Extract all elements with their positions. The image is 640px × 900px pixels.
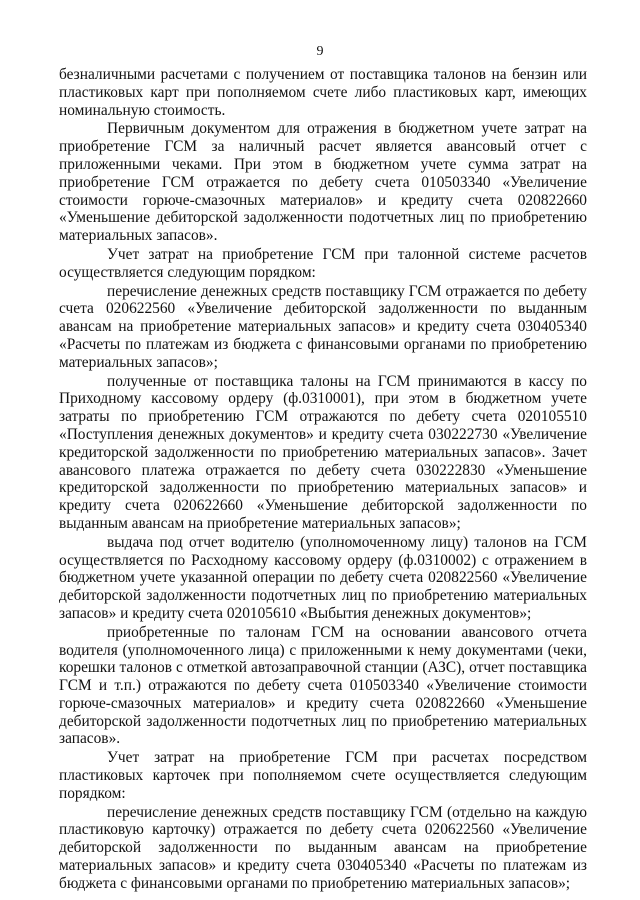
paragraph-card-transfer: перечисление денежных средств поставщику ГСМ (отдельно на каждую пластиковую карточку) отражается по дебету счета 020622560 «Увеличение дебиторской задолженности по выданным авансам на приобретение материальных запасов» и кредиту счета 030405340 «Расчеты по платежам из бюджета с финансовыми органами по приобретению материальных запасов»;: [59, 803, 587, 892]
paragraph-coupons-received: полученные от поставщика талоны на ГСМ принимаются в кассу по Приходному кассовому ордеру (ф.0310001), при этом в бюджетном учете затраты по приобретению ГСМ отражаются по дебету счета 020105510 «Поступления денежных документов» и кредиту счета 030222730 «Увеличение кредиторской задолженности по приобретению материальных запасов». Зачет авансового платежа отражается по дебету счета 030222830 «Уменьшение кредиторской задолженности по приобретению материальных запасов» и кредиту счета 020622660 «Уменьшение дебиторской задолженности по выданным авансам на приобретение материальных запасов»;: [59, 372, 587, 532]
paragraph-fuel-purchased: приобретенные по талонам ГСМ на основании авансового отчета водителя (уполномоченного лица) с приложенными к нему документами (чеки, корешки талонов с отметкой автозаправочной станции (АЗС), отчет поставщика ГСМ и т.п.) отражаются по дебету счета 010503340 «Увеличение стоимости горюче-смазочных материалов» и кредиту счета 020822660 «Уменьшение дебиторской задолженности подотчетных лиц по приобретению материальных запасов».: [59, 623, 587, 748]
paragraph-continuation: безналичными расчетами с получением от поставщика талонов на бензин или пластиковых карт при пополняемом счете либо пластиковых карт, имеющих номинальную стоимость.: [59, 66, 587, 119]
paragraph-primary-document: Первичным документом для отражения в бюджетном учете затрат на приобретение ГСМ за наличный расчет является авансовый отчет с приложенными чеками. При этом в бюджетном учете сумма затрат на приобретение ГСМ отражается по дебету счета 010503340 «Увеличение стоимости горюче-смазочных материалов» и кредиту счета 020822660 «Уменьшение дебиторской задолженности подотчетных лиц по приобретению материальных запасов».: [59, 120, 587, 245]
paragraph-transfer-to-supplier: перечисление денежных средств поставщику ГСМ отражается по дебету счета 020622560 «Увеличение дебиторской задолженности по выданным авансам на приобретение материальных запасов» и кредиту счета 030405340 «Расчеты по платежам из бюджета с финансовыми органами по приобретению материальных запасов»;: [59, 282, 587, 371]
paragraph-coupons-issued: выдача под отчет водителю (уполномоченному лицу) талонов на ГСМ осуществляется по Расходному кассовому ордеру (ф.0310002) с отражением в бюджетном учете указанной операции по дебету счета 020822560 «Увеличение дебиторской задолженности подотчетных лиц по приобретению материальных запасов» и кредиту счета 020105610 «Выбытия денежных документов»;: [59, 533, 587, 622]
page-number: 9: [316, 44, 324, 59]
document-body: [59, 66, 587, 894]
paragraph-plastic-cards-intro: Учет затрат на приобретение ГСМ при расчетах посредством пластиковых карточек при пополняемом счете осуществляется следующим порядком:: [59, 749, 587, 802]
paragraph-coupon-system-intro: Учет затрат на приобретение ГСМ при талонной системе расчетов осуществляется следующим порядком:: [59, 245, 587, 281]
